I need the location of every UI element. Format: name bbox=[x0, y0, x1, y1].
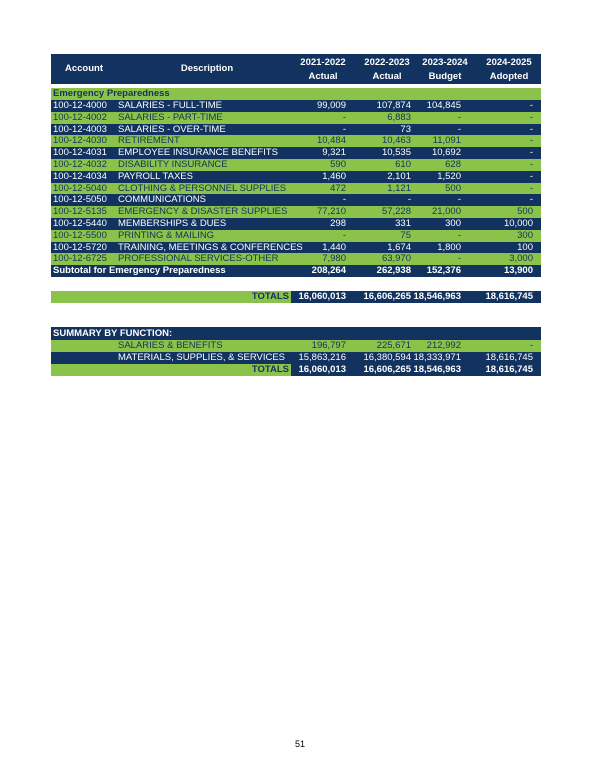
row-value-2022: 75 bbox=[400, 229, 411, 241]
header-col1-sub: Actual bbox=[308, 71, 338, 82]
row-value-2022: 10,535 bbox=[381, 147, 411, 159]
summary-v4: 18,616,745 bbox=[485, 352, 533, 363]
table-row bbox=[51, 171, 541, 183]
row-value-2024: - bbox=[529, 135, 533, 147]
row-value-2023: 628 bbox=[445, 159, 461, 170]
header-col4-year: 2024-2025 bbox=[486, 57, 532, 68]
section-title bbox=[51, 88, 541, 100]
table-row bbox=[51, 230, 541, 242]
summary-row-materials bbox=[51, 352, 541, 364]
header-col3-sub: Budget bbox=[428, 71, 462, 82]
totals-v1: 16,060,013 bbox=[298, 291, 346, 302]
table-row bbox=[51, 253, 541, 265]
table-row bbox=[51, 159, 541, 171]
row-account: 100-12-4031 bbox=[53, 147, 107, 159]
row-value-2021: 9,321 bbox=[322, 147, 346, 159]
row-value-2023: 21,000 bbox=[431, 206, 461, 218]
summary-totals-v4: 18,616,745 bbox=[485, 364, 533, 375]
table-row bbox=[51, 194, 541, 206]
summary-desc: SALARIES & BENEFITS bbox=[118, 340, 223, 351]
header-description: Description bbox=[180, 63, 234, 74]
row-value-2024: - bbox=[529, 100, 533, 111]
row-value-2023: 10,692 bbox=[431, 147, 461, 159]
summary-row-salaries bbox=[51, 340, 541, 352]
totals-row bbox=[51, 291, 541, 303]
row-description: MEMBERSHIPS & DUES bbox=[118, 218, 227, 229]
row-value-2022: 331 bbox=[395, 218, 411, 229]
row-value-2021: 77,210 bbox=[316, 206, 346, 218]
row-value-2023: 1,520 bbox=[437, 170, 461, 182]
header-col1-year: 2021-2022 bbox=[300, 57, 346, 68]
row-description: CLOTHING & PERSONNEL SUPPLIES bbox=[118, 182, 287, 194]
row-value-2022: 2,101 bbox=[387, 170, 411, 182]
row-value-2021: 590 bbox=[330, 159, 346, 170]
row-value-2021: - bbox=[342, 229, 346, 241]
row-value-2023: - bbox=[457, 194, 461, 206]
row-value-2021: - bbox=[342, 111, 346, 123]
totals-label: TOTALS bbox=[251, 291, 289, 302]
row-value-2022: 57,228 bbox=[381, 206, 411, 218]
row-value-2023: 11,091 bbox=[432, 135, 461, 147]
row-value-2021: 10,484 bbox=[316, 135, 346, 147]
summary-totals-label: TOTALS bbox=[251, 364, 289, 375]
row-value-2024: - bbox=[529, 159, 533, 170]
summary-totals-v2: 16,606,265 bbox=[363, 364, 411, 375]
row-value-2022: - bbox=[407, 194, 411, 206]
summary-title bbox=[51, 327, 541, 340]
row-account: 100-12-4003 bbox=[53, 123, 107, 135]
summary-v1: 196,797 bbox=[311, 340, 346, 351]
row-description: SALARIES - OVER-TIME bbox=[118, 123, 226, 135]
row-value-2023: - bbox=[457, 253, 461, 265]
row-value-2023: 104,845 bbox=[426, 100, 461, 111]
row-value-2022: 6,883 bbox=[387, 111, 411, 123]
row-value-2021: 1,460 bbox=[322, 170, 346, 182]
row-value-2024: - bbox=[529, 147, 533, 159]
row-value-2021: - bbox=[342, 123, 346, 135]
table-row bbox=[51, 112, 541, 124]
row-value-2021: 472 bbox=[330, 182, 346, 194]
row-description: PROFESSIONAL SERVICES-OTHER bbox=[118, 253, 279, 265]
section-title-text: Emergency Preparedness bbox=[53, 88, 170, 99]
totals-v3: 18,546,963 bbox=[413, 291, 461, 302]
row-value-2024: - bbox=[529, 170, 533, 182]
row-value-2023: - bbox=[457, 111, 461, 123]
summary-v4: - bbox=[529, 340, 533, 351]
summary-v3: 212,992 bbox=[426, 340, 461, 351]
row-value-2024: - bbox=[529, 123, 533, 135]
row-value-2024: 100 bbox=[517, 241, 533, 253]
row-value-2021: 99,009 bbox=[316, 100, 346, 111]
table-row bbox=[51, 147, 541, 159]
row-value-2024: 3,000 bbox=[509, 253, 533, 265]
row-account: 100-12-5040 bbox=[53, 182, 107, 194]
row-description: PRINTING & MAILING bbox=[118, 229, 215, 241]
row-account: 100-12-5720 bbox=[53, 241, 107, 253]
row-account: 100-12-5500 bbox=[53, 229, 107, 241]
row-value-2021: 298 bbox=[330, 218, 346, 229]
subtotal-row bbox=[51, 265, 541, 277]
summary-v1: 15,863,216 bbox=[298, 352, 346, 363]
row-account: 100-12-4032 bbox=[53, 159, 107, 170]
subtotal-v1: 208,264 bbox=[311, 265, 346, 276]
header-col4-sub: Adopted bbox=[489, 71, 529, 82]
row-value-2023: 500 bbox=[445, 182, 461, 194]
row-description: COMMUNICATIONS bbox=[118, 194, 206, 206]
table-row bbox=[51, 206, 541, 218]
summary-title-text: SUMMARY BY FUNCTION: bbox=[53, 328, 173, 339]
row-description: PAYROLL TAXES bbox=[118, 170, 193, 182]
row-value-2023: 300 bbox=[445, 218, 461, 229]
row-value-2024: 300 bbox=[517, 229, 533, 241]
page-number: 51 bbox=[294, 739, 305, 749]
row-description: EMERGENCY & DISASTER SUPPLIES bbox=[118, 206, 288, 218]
table-row bbox=[51, 124, 541, 136]
row-account: 100-12-4002 bbox=[53, 111, 107, 123]
row-value-2023: - bbox=[457, 229, 461, 241]
row-description: EMPLOYEE INSURANCE BENEFITS bbox=[118, 147, 278, 159]
row-value-2022: 107,874 bbox=[376, 100, 411, 111]
row-value-2023: 1,800 bbox=[437, 241, 461, 253]
row-value-2024: - bbox=[529, 182, 533, 194]
summary-v2: 225,671 bbox=[376, 340, 411, 351]
table-row bbox=[51, 135, 541, 147]
subtotal-label: Subtotal for Emergency Preparedness bbox=[53, 265, 226, 276]
summary-v3: 18,333,971 bbox=[413, 352, 461, 363]
row-account: 100-12-4034 bbox=[53, 170, 107, 182]
row-value-2022: 63,970 bbox=[381, 253, 411, 265]
row-value-2024: 500 bbox=[517, 206, 533, 218]
header-account: Account bbox=[65, 63, 103, 74]
row-account: 100-12-5050 bbox=[53, 194, 107, 206]
row-account: 100-12-5440 bbox=[53, 218, 107, 229]
row-value-2022: 1,121 bbox=[387, 182, 411, 194]
table-row bbox=[51, 183, 541, 195]
row-value-2023: - bbox=[457, 123, 461, 135]
table-row bbox=[51, 100, 541, 112]
table-header bbox=[51, 54, 541, 84]
header-col2-year: 2022-2023 bbox=[364, 57, 410, 68]
row-value-2024: 10,000 bbox=[503, 218, 533, 229]
subtotal-v2: 262,938 bbox=[376, 265, 411, 276]
row-value-2022: 610 bbox=[395, 159, 411, 170]
table-row bbox=[51, 242, 541, 254]
summary-totals-row bbox=[51, 364, 541, 376]
row-value-2021: - bbox=[342, 194, 346, 206]
row-value-2021: 1,440 bbox=[322, 241, 346, 253]
row-description: TRAINING, MEETINGS & CONFERENCES bbox=[118, 241, 303, 253]
row-value-2024: - bbox=[529, 194, 533, 206]
subtotal-v4: 13,900 bbox=[503, 265, 533, 276]
row-value-2022: 73 bbox=[400, 123, 411, 135]
totals-v4: 18,616,745 bbox=[485, 291, 533, 302]
row-account: 100-12-4000 bbox=[53, 100, 107, 111]
header-col3-year: 2023-2024 bbox=[422, 57, 468, 68]
row-description: SALARIES - PART-TIME bbox=[118, 111, 223, 123]
row-value-2024: - bbox=[529, 111, 533, 123]
row-account: 100-12-5135 bbox=[53, 206, 107, 218]
totals-v2: 16,606,265 bbox=[363, 291, 411, 302]
row-description: RETIREMENT bbox=[118, 135, 180, 147]
summary-totals-v1: 16,060,013 bbox=[298, 364, 346, 375]
summary-totals-v3: 18,546,963 bbox=[413, 364, 461, 375]
table-row bbox=[51, 218, 541, 230]
row-value-2022: 1,674 bbox=[387, 241, 411, 253]
row-account: 100-12-6725 bbox=[53, 253, 107, 265]
row-value-2022: 10,463 bbox=[381, 135, 411, 147]
row-description: SALARIES - FULL-TIME bbox=[118, 100, 222, 111]
subtotal-v3: 152,376 bbox=[426, 265, 461, 276]
row-account: 100-12-4030 bbox=[53, 135, 107, 147]
row-description: DISABILITY INSURANCE bbox=[118, 159, 228, 170]
header-col2-sub: Actual bbox=[372, 71, 402, 82]
summary-desc: MATERIALS, SUPPLIES, & SERVICES bbox=[118, 352, 286, 363]
summary-v2: 16,380,594 bbox=[363, 352, 411, 363]
row-value-2021: 7,980 bbox=[322, 253, 346, 265]
